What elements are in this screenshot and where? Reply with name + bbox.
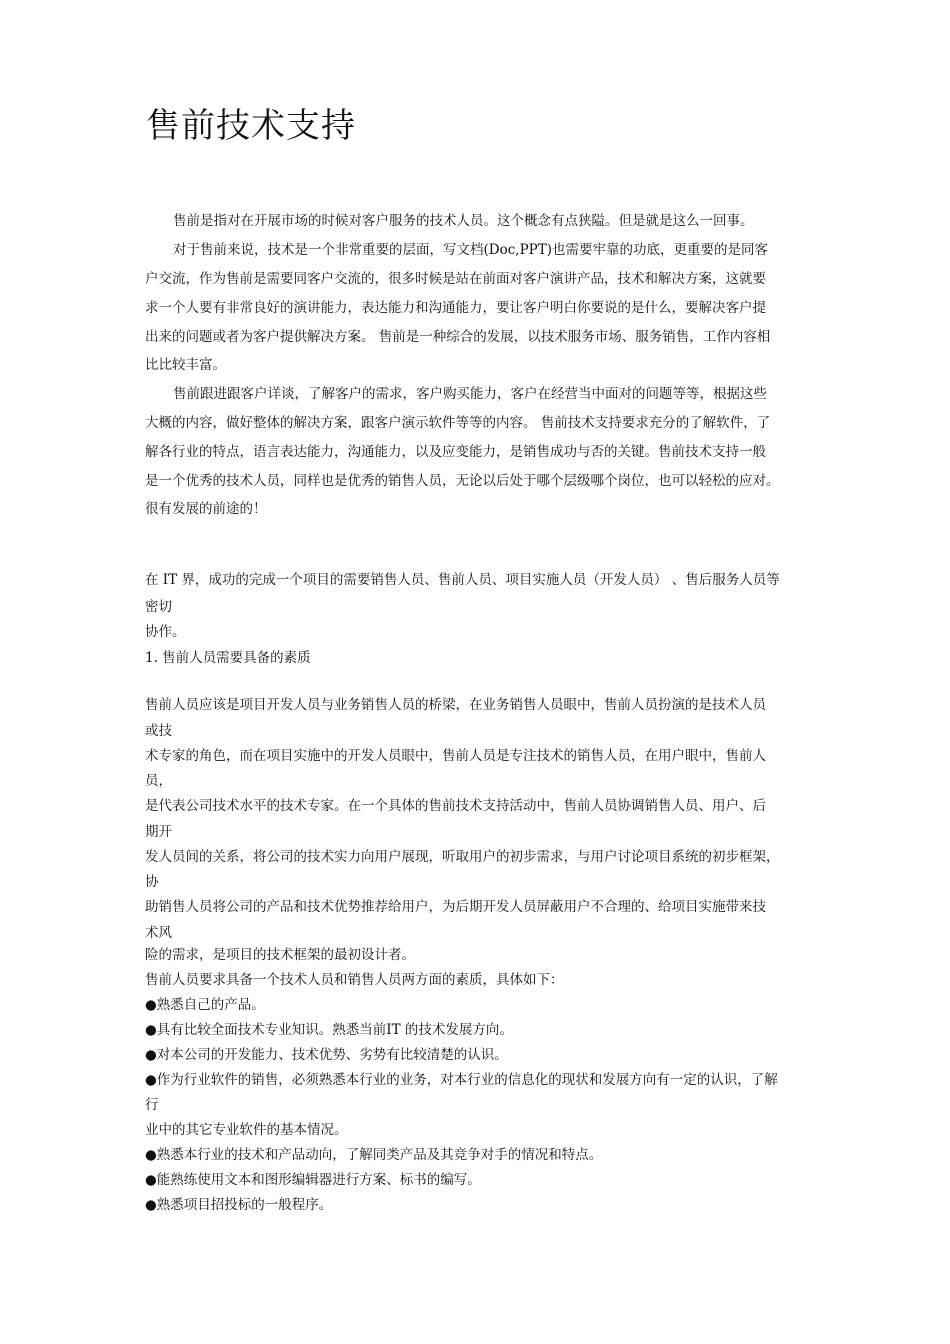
body-line: 术风 [145,925,172,941]
body-line: 期开 [145,824,172,840]
body-line: 助销售人员将公司的产品和技术优势推荐给用户，为后期开发人员屏蔽用户不合理的、给项目实施带来技 [145,899,766,915]
intro-line: 对于售前来说，技术是一个非常重要的层面，写文档(Doc,PPT)也需要牢靠的功底，更重要的是同客 [173,242,769,258]
intro-line: 售前是指对在开展市场的时候对客户服务的技术人员。这个概念有点狭隘。但是就是这么一回事。 [173,213,754,229]
body-line: 协 [145,874,159,890]
body-line: 售前人员要求具备一个技术人员和销售人员两方面的素质，具体如下： [145,972,564,988]
body-line: 员， [145,773,172,789]
body-line: 术专家的角色，而在项目实施中的开发人员眼中，售前人员是专注技术的销售人员，在用户眼中，售前人 [145,748,766,764]
body-line: 售前人员应该是项目开发人员与业务销售人员的桥梁，在业务销售人员眼中，售前人员扮演的是技术人员 [145,697,766,713]
body-line: 行 [145,1097,159,1113]
intro-line: 比比较丰富。 [145,357,226,373]
bullet-item: ●熟悉项目招投标的一般程序。 [145,1197,333,1213]
intro-line: 售前跟进跟客户详谈，了解客户的需求，客户购买能力，客户在经营当中面对的问题等等，根据这些 [173,386,767,402]
intro-line: 求一个人要有非常良好的演讲能力，表达能力和沟通能力，要让客户明白你要说的是什么，要解决客户提 [145,300,766,316]
bullet-item: ●对本公司的开发能力、技术优势、劣势有比较清楚的认识。 [145,1047,508,1063]
bullet-item: ●能熟练使用文本和图形编辑器进行方案、标书的编写。 [145,1172,481,1188]
intro-line: 大概的内容，做好整体的解决方案，跟客户演示软件等等的内容。 售前技术支持要求充分的了解软件，了 [145,415,771,431]
bullet-item: ●作为行业软件的销售，必须熟悉本行业的业务，对本行业的信息化的现状和发展方向有一定的认识，了解 [145,1072,778,1088]
intro-line: 解各行业的特点，语言表达能力，沟通能力，以及应变能力，是销售成功与否的关键。售前技术支持一般 [145,444,766,460]
body-line: 或技 [145,723,172,739]
intro-line: 很有发展的前途的！ [145,501,267,517]
intro-line: 是一个优秀的技术人员，同样也是优秀的销售人员，无论以后处于哪个层级哪个岗位，也可以轻松的应对。 [145,473,780,489]
body-line: 业中的其它专业软件的基本情况。 [145,1122,348,1138]
body-line: 在 IT 界，成功的完成一个项目的需要销售人员、售前人员、项目实施人员（开发人员） 、售后服务人员等 [145,572,780,588]
intro-line: 户交流，作为售前是需要同客户交流的，很多时候是站在前面对客户演讲产品，技术和解决方案，这就要 [145,271,766,287]
body-line: 险的需求，是项目的技术框架的最初设计者。 [145,947,415,963]
body-line: 密切 [145,599,172,615]
bullet-item: ●熟悉本行业的技术和产品动向，了解同类产品及其竞争对手的情况和特点。 [145,1147,603,1163]
intro-line: 出来的问题或者为客户提供解决方案。 售前是一种综合的发展，以技术服务市场、服务销售，工作内容相 [145,329,771,345]
body-line: 发人员间的关系，将公司的技术实力向用户展现，听取用户的初步需求，与用户讨论项目系统的初步框架， [145,849,780,865]
bullet-item: ●熟悉自己的产品。 [145,997,265,1013]
body-line: 协作。 [145,624,186,640]
body-line: 是代表公司技术水平的技术专家。在一个具体的售前技术支持活动中，售前人员协调销售人员、用户、后 [145,798,766,814]
section-heading: 1. 售前人员需要具备的素质 [145,650,311,666]
page-title: 售前技术支持 [146,106,356,146]
bullet-item: ●具有比较全面技术专业知识。熟悉当前IT 的技术发展方向。 [145,1022,513,1038]
